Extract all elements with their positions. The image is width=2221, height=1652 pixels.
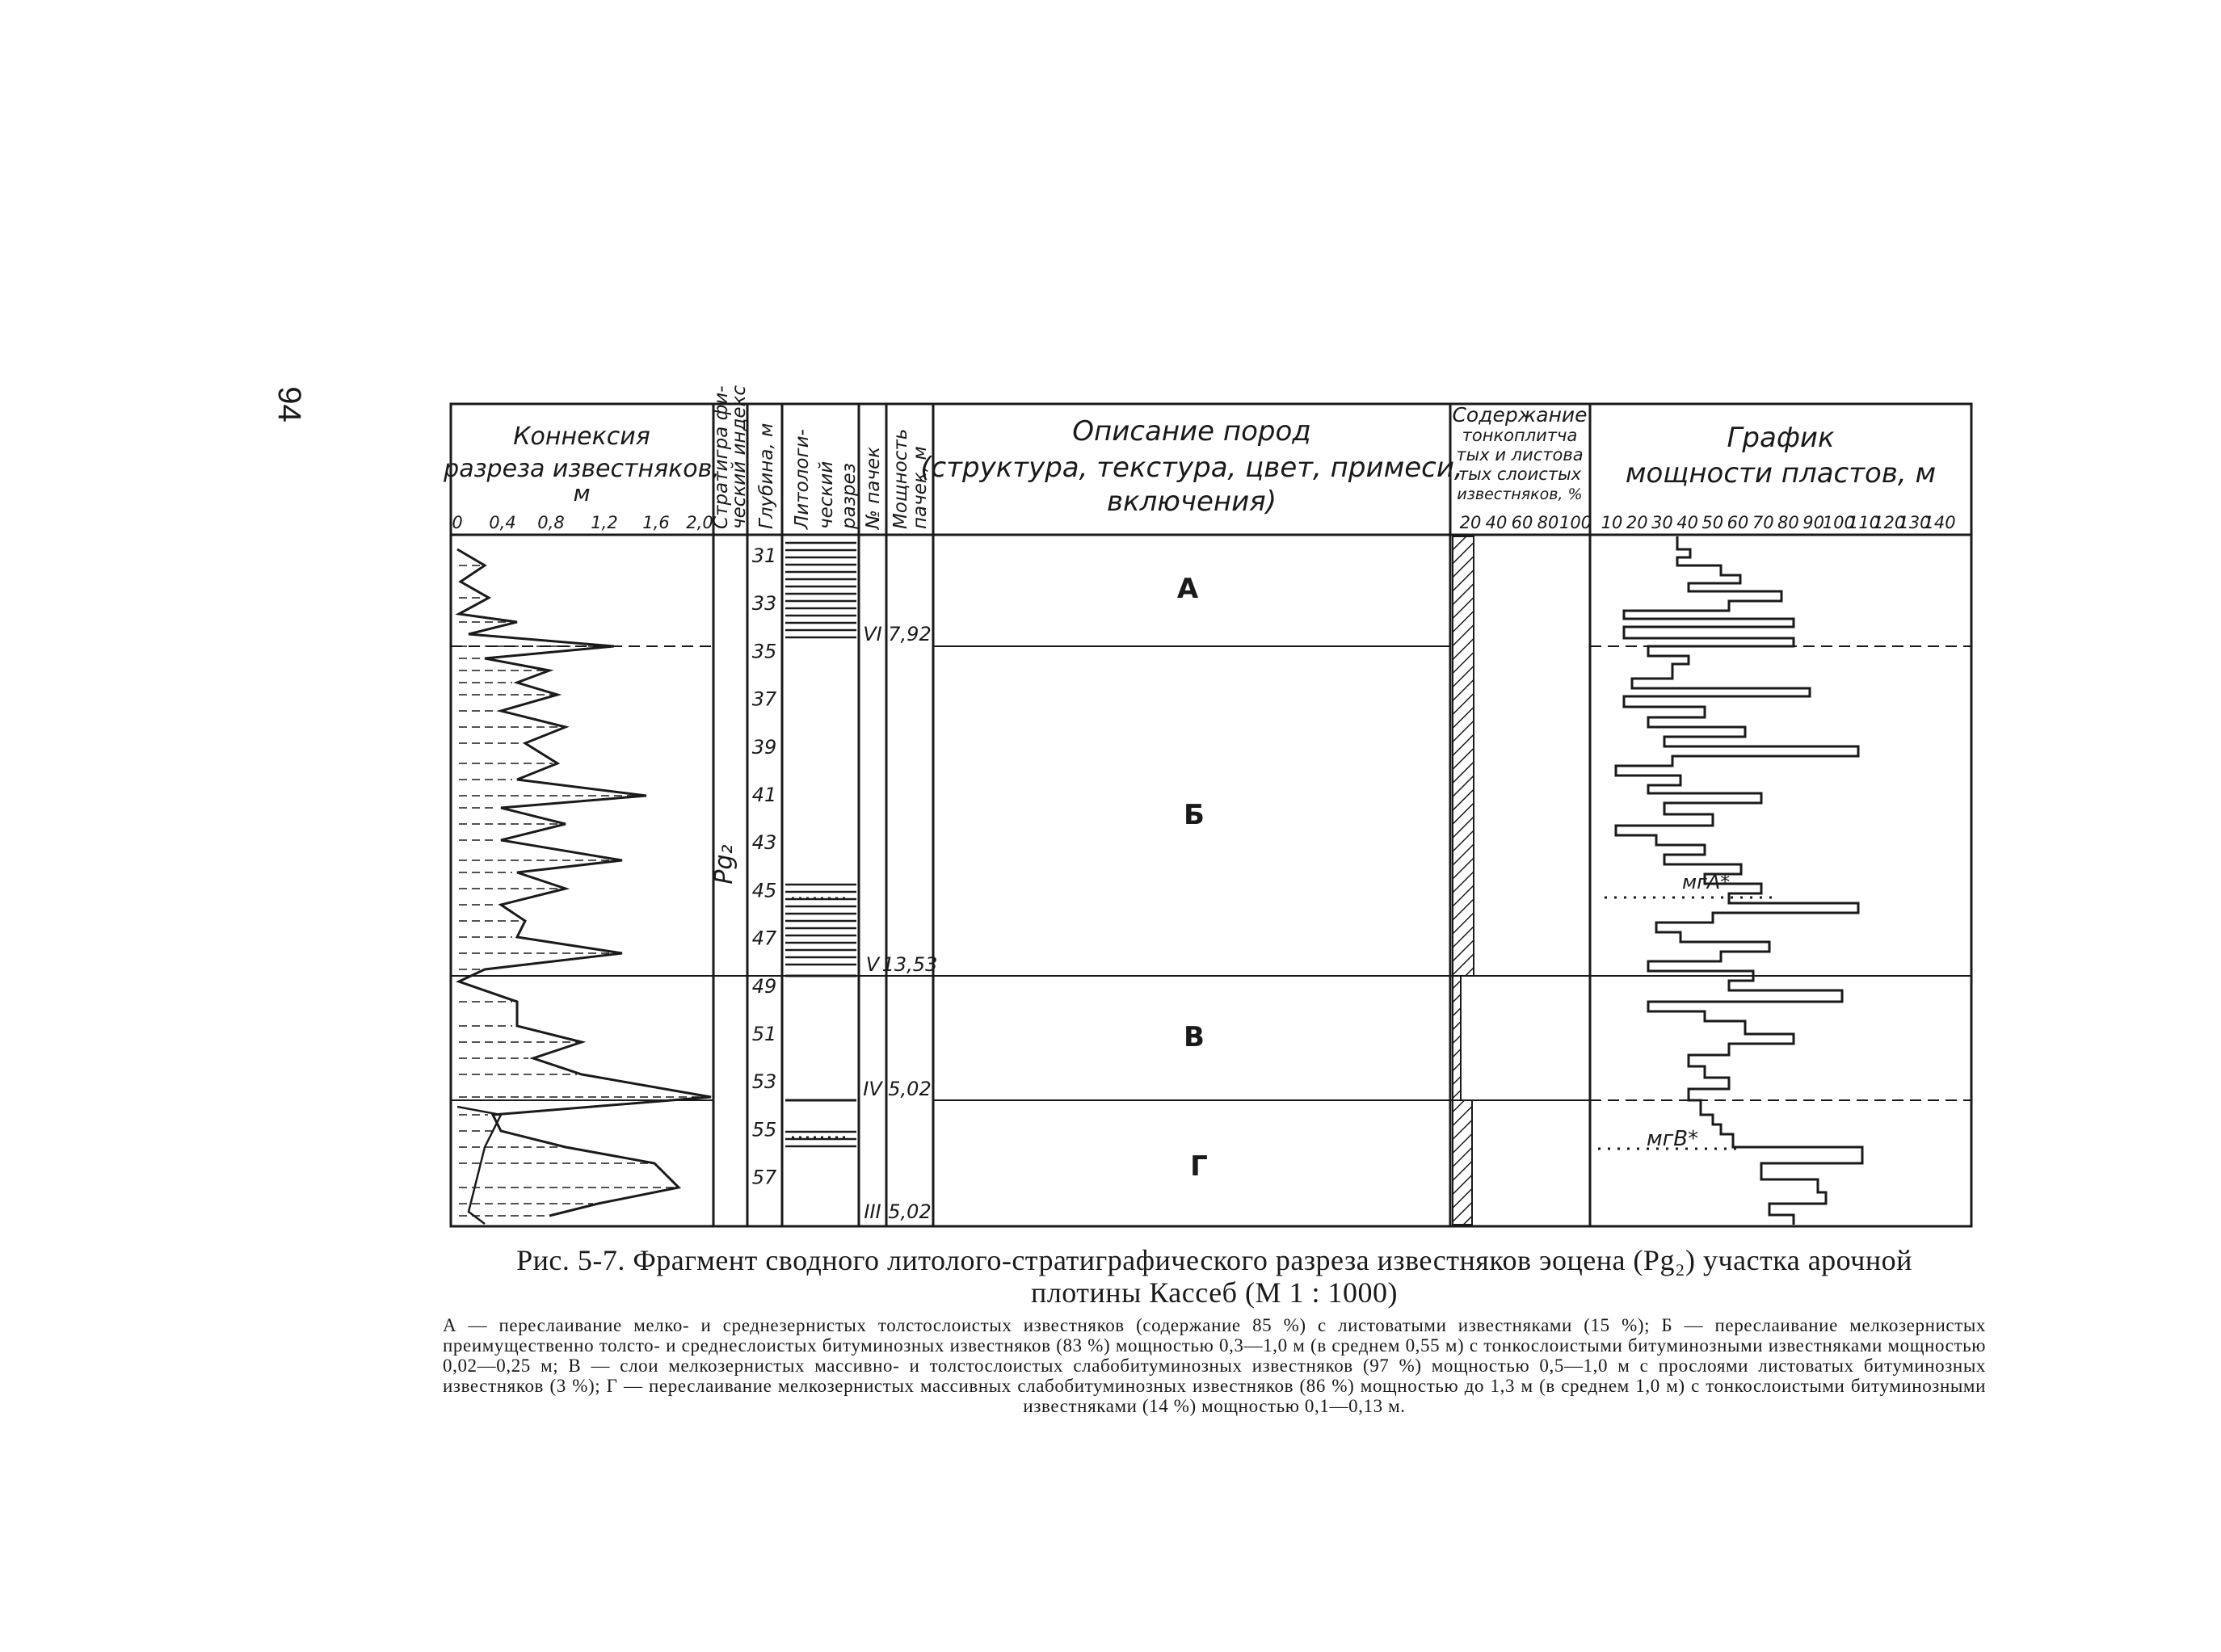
depth-label: 33	[751, 592, 777, 616]
svg-text:13,53: 13,53	[881, 953, 938, 976]
figure-legend: А — переслаивание мелко- и среднезернистых толстослоистых известняков (содержание 85 %) с листоватыми известняками (15 %); Б — переслаивание мелкозернистых преимущественно толсто- и среднеслоистых битуминозных известняков (83 %) мощностью 0,3—1,0 м (в среднем 0,55 м) с тонкослоистыми битуминозными известняками мощностью 0,02—0,25 м; В — слои мелкозернистых массивно- и толстослоистых слабобитуминозных известняков (97 %) мощностью 0,5—1,0 м с прослоями листоватых битуминозных известняков (3 %); Г — переслаивание мелкозернистых массивных слабобитуминозных известняков (86 %) мощностью до 1,3 м (в среднем 1,0 м) с тонкослоистыми битуминозными известняками (14 %) мощностью 0,1—0,13 м.	[443, 1315, 1986, 1416]
svg-text:График: График	[1727, 422, 1835, 454]
svg-text:0,8: 0,8	[537, 513, 565, 532]
depth-label: 55	[751, 1118, 777, 1141]
bed-tick-label: 100	[1822, 513, 1855, 532]
content-bars	[1453, 536, 1474, 1225]
litho-section	[785, 543, 856, 1146]
bed-thickness-graph	[1616, 536, 1862, 1225]
svg-text:м: м	[573, 480, 591, 507]
svg-text:80: 80	[1537, 513, 1559, 532]
svg-text:1,2: 1,2	[591, 513, 618, 532]
svg-text:60: 60	[1511, 513, 1533, 532]
header-litho	[792, 429, 860, 530]
bed-tick-label: 40	[1676, 513, 1698, 532]
depth-label: 49	[751, 974, 777, 998]
header-description	[920, 415, 1462, 518]
connection-dashes	[459, 565, 706, 1216]
bed-tick-label: 50	[1702, 513, 1724, 532]
svg-text:1,6: 1,6	[642, 513, 670, 532]
svg-text:0,4: 0,4	[489, 513, 516, 532]
connection-curve	[457, 549, 711, 1216]
depth-label: 53	[751, 1070, 777, 1094]
bed-tick-label: 70	[1752, 513, 1774, 532]
svg-text:Мощность: Мощность	[890, 428, 911, 529]
svg-text:разрез: разрез	[839, 463, 860, 529]
depth-label: 51	[751, 1023, 777, 1045]
header-depth	[756, 423, 777, 529]
bed-tick-label: 30	[1651, 513, 1673, 532]
svg-text:Глубина, м: Глубина, м	[756, 422, 777, 529]
svg-text:Литологи-: Литологи-	[792, 429, 813, 529]
svg-text:Коннексия: Коннексия	[513, 422, 650, 451]
svg-text:20: 20	[1459, 513, 1482, 532]
caption-line-2: плотины Кассеб (М 1 : 1000)	[1031, 1276, 1398, 1309]
bed-tick-label: 10	[1601, 513, 1623, 532]
svg-text:тонкоплитча: тонкоплитча	[1462, 426, 1578, 445]
connection-ticks	[452, 513, 713, 532]
svg-text:ческий: ческий	[816, 460, 837, 529]
svg-text:100: 100	[1558, 513, 1592, 532]
svg-text:5,02: 5,02	[888, 1200, 932, 1223]
svg-text:Описание пород: Описание пород	[1072, 415, 1311, 448]
header-strat-index	[711, 385, 750, 529]
svg-text:мощности пластов, м: мощности пластов, м	[1625, 457, 1937, 490]
svg-text:Стратигра фи-: Стратигра фи-	[711, 385, 732, 529]
svg-text:ческий индекс: ческий индекс	[729, 385, 750, 529]
page-number: 94	[271, 386, 307, 422]
header-connection	[443, 422, 720, 507]
svg-text:2,0: 2,0	[686, 513, 713, 532]
svg-text:Pg₂: Pg₂	[710, 844, 738, 885]
depth-label: 41	[751, 784, 777, 806]
svg-text:III: III	[864, 1200, 881, 1223]
caption-line-1: Рис. 5-7. Фрагмент сводного литолого-стратиграфического разреза известняков эоцена (Pg₂) участка арочной	[516, 1244, 1912, 1276]
content-ticks	[1460, 513, 1592, 532]
bed-tick-label: 80	[1777, 513, 1799, 532]
svg-text:разреза известняков,: разреза известняков,	[444, 455, 720, 483]
bed-tick-label: 140	[1923, 513, 1956, 532]
header-pack-number	[863, 447, 884, 531]
svg-text:известняков, %: известняков, %	[1457, 486, 1583, 503]
svg-text:В: В	[1184, 1021, 1205, 1053]
bed-tick-label: 90	[1802, 513, 1824, 532]
svg-text:тых и листова: тых и листова	[1456, 445, 1584, 464]
marker-mgv: мгВ*	[1647, 1127, 1699, 1151]
svg-text:(структура, текстура, цвет, пр: (структура, текстура, цвет, примеси,	[920, 452, 1463, 484]
figure-caption	[443, 1244, 1986, 1309]
connection-curve-lower	[457, 1107, 501, 1224]
bed-tick-label: 110	[1847, 513, 1881, 532]
svg-text:Содержание: Содержание	[1452, 403, 1588, 427]
header-bed-graph	[1626, 422, 1936, 490]
depth-labels	[752, 544, 777, 1189]
depth-label: 43	[751, 831, 777, 855]
bed-tick-label: 20	[1626, 513, 1648, 532]
header-content	[1452, 403, 1587, 503]
svg-text:0: 0	[452, 513, 463, 532]
strat-index-label	[710, 844, 738, 884]
svg-text:40: 40	[1485, 513, 1508, 532]
svg-text:7,92: 7,92	[888, 623, 932, 645]
svg-text:Г: Г	[1190, 1150, 1208, 1183]
svg-text:V: V	[865, 953, 880, 976]
unit-letters	[1177, 573, 1208, 1183]
depth-label: 45	[751, 879, 777, 902]
svg-text:№ пачек: № пачек	[863, 447, 884, 529]
svg-text:А: А	[1176, 573, 1199, 605]
svg-text:тых слоистых: тых слоистых	[1458, 464, 1582, 484]
bed-tick-label: 60	[1727, 513, 1749, 532]
pack-labels	[863, 623, 937, 1223]
svg-text:пачек, м: пачек, м	[910, 446, 931, 529]
unit-boundaries	[451, 646, 1971, 1100]
marker-mga: мгА*	[1682, 871, 1731, 893]
depth-label: 37	[751, 687, 777, 711]
bed-graph-ticks	[1601, 513, 1956, 532]
svg-text:IV: IV	[863, 1078, 882, 1100]
bed-tick-label: 120	[1873, 513, 1906, 532]
depth-label: 57	[751, 1166, 777, 1189]
svg-text:включения): включения)	[1107, 486, 1277, 518]
svg-text:VI: VI	[863, 623, 882, 645]
depth-label: 35	[751, 640, 777, 663]
depth-label: 31	[751, 544, 777, 567]
depth-label: 39	[751, 735, 777, 759]
svg-text:5,02: 5,02	[888, 1078, 932, 1100]
svg-text:Б: Б	[1184, 799, 1205, 831]
bed-tick-label: 130	[1898, 513, 1931, 532]
depth-label: 47	[751, 927, 777, 950]
